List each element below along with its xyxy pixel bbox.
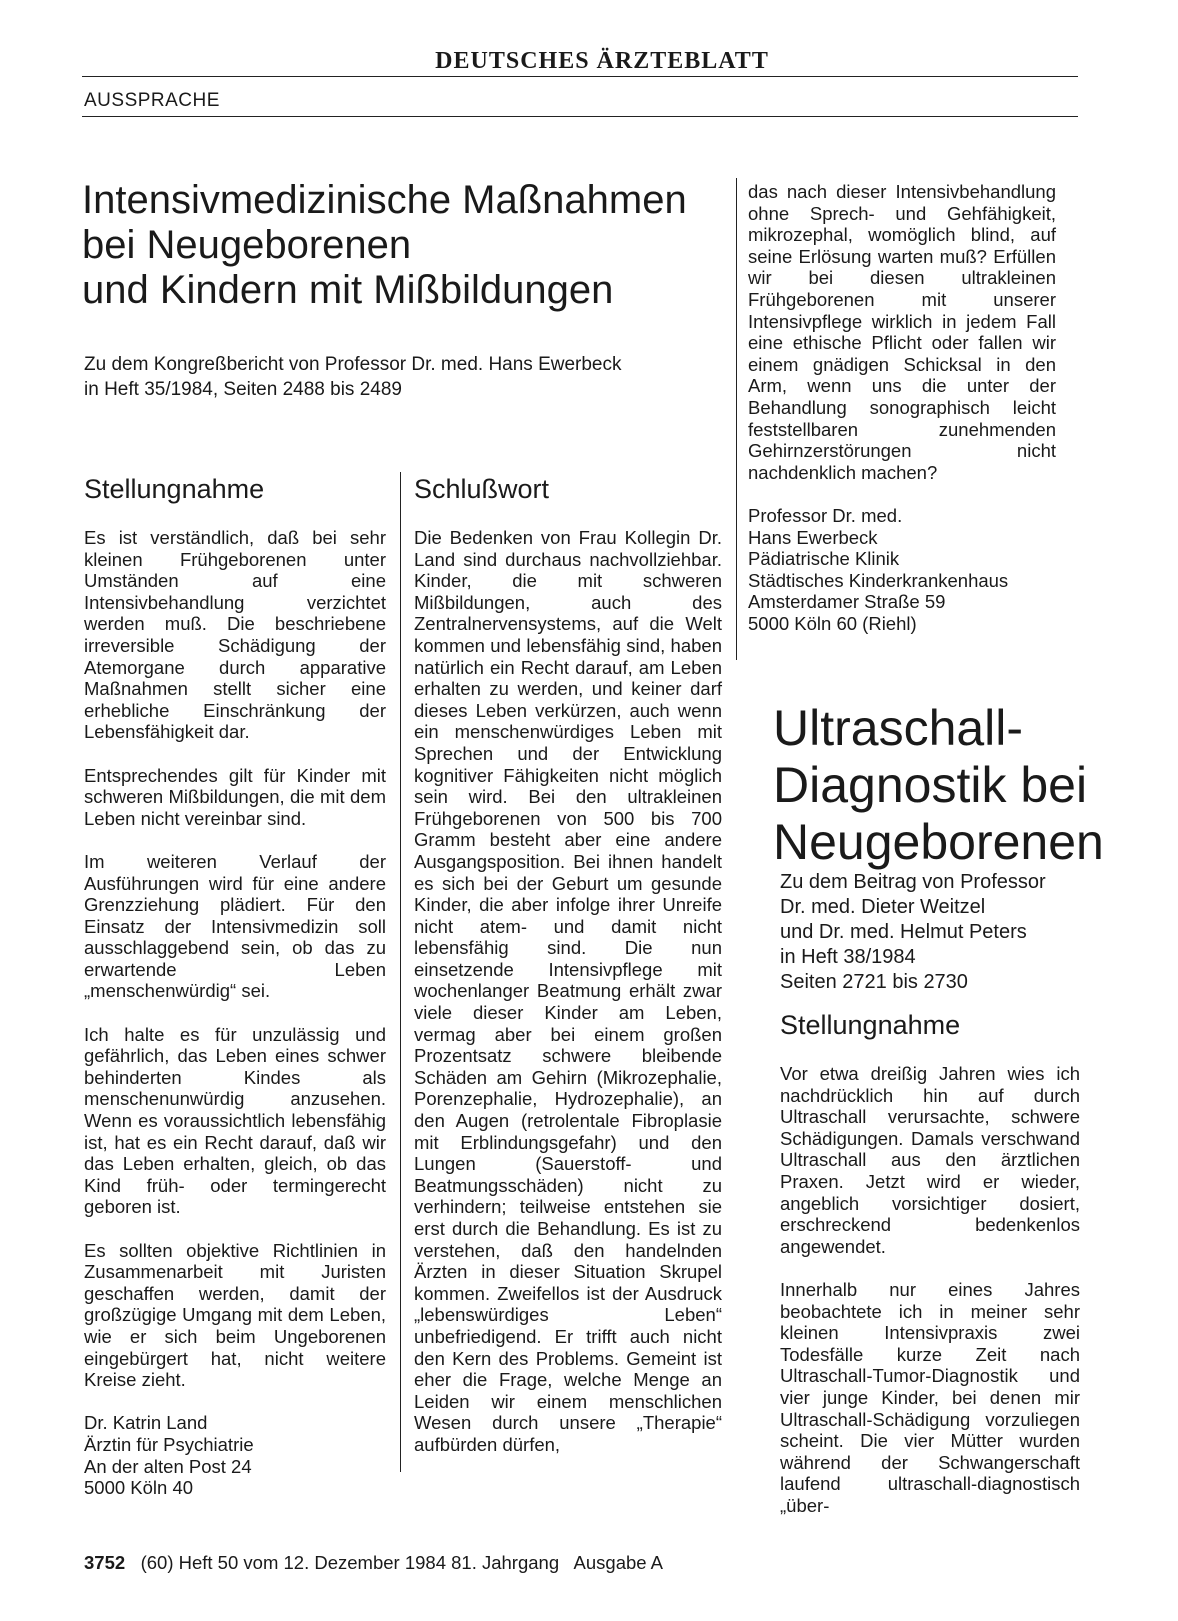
signature-line: Städtisches Kinderkrankenhaus <box>748 569 1009 591</box>
signature-line: Ärztin für Psychiatrie <box>84 1433 254 1455</box>
paragraph: Im weiteren Verlauf der Ausführungen wird für eine andere Grenzziehung plädiert. Für den Einsatz der Intensivmedizin soll ausschlaggebend sein, ob das zu erwartende Leben „menschenwürdig“ sei. <box>84 850 386 1002</box>
issue-info: (60) Heft 50 vom 12. Dezember 1984 81. Jahrgang <box>140 1552 560 1573</box>
article-subhead-line: in Heft 35/1984, Seiten 2488 bis 2489 <box>84 379 402 400</box>
signature-line: Professor Dr. med. <box>748 504 903 526</box>
paragraph: Die Bedenken von Frau Kollegin Dr. Land sind durchaus nachvollziehbar. Kinder, die mit schweren Mißbildungen, auch des Zentralnervensystems, auf die Welt kommen und lebensfähig sind, haben natürlich ein Recht darauf, am Leben erhalten zu werden, und keiner darf dieses Leben verkürzen, auch wenn ein menschenwürdiges Leben mit Sprechen und der Entwicklung kognitiver Fähigkeiten nicht möglich sein wird. Bei den ultrakleinen Frühgeborenen von 500 bis 700 Gramm besteht aber eine andere Ausgangsposition. Bei ihnen handelt es sich bei der Geburt um gesunde Kinder, die aber infolge ihrer Unreife nicht atem- und damit nicht lebensfähig sind. Die nun einsetzende Intensivpflege mit wochenlanger Beatmung erhält zwar viele dieser Kinder am Leben, vermag aber bei einem großen Prozentsatz schwere bleibende Schäden am Gehirn (Mikrozephalie, Porenzephalie, Hydrozephalie), an den Augen (retrolentale Fibroplasie mit Erblindungsgefahr) und den Lungen (Sauerstoff- und Beatmungsschäden) nicht zu verhindern; teilweise entstehen sie erst durch die Behandlung. Es ist zu verstehen, daß den handelnden Ärzten in dieser Situation Skrupel kommen. Zweifellos ist der Ausdruck „lebenswürdiges Leben“ unbefriedigend. Er trifft auch nicht den Kern des Problems. Gemeint ist eher die Frage, welche Menge an Leiden wir einem menschlichen Wesen durch unsere „Therapie“ aufbürden dürfen, <box>414 527 722 1455</box>
signature-line: 5000 Köln 60 (Riehl) <box>748 612 917 634</box>
article-title <box>82 178 752 313</box>
article-subhead-line: Seiten 2721 bis 2730 <box>780 971 968 993</box>
paragraph: das nach dieser Intensivbehandlung ohne Sprech- und Gehfähigkeit, mikrozephal, womöglich blind, auf seine Erlösung warten muß? Erfüllen wir bei diesen ultrakleinen Frühgeborenen mit unserer Intensivpflege wirklich in jedem Fall eine ethische Pflicht oder fallen wir einem gnädigen Schicksal in den Arm, wenn uns die unter der Behandlung sonographisch leicht feststellbaren zunehmenden Gehirnzerstörungen nicht nachdenklich machen? <box>748 181 1056 483</box>
article-subhead-line: Zu dem Kongreßbericht von Professor Dr. med. Hans Ewerbeck <box>84 354 622 375</box>
article-title-line: bei Neugeborenen <box>82 223 412 267</box>
page-number: 3752 <box>84 1552 126 1573</box>
column-divider <box>400 472 401 1472</box>
column-heading-schlusswort: Schlußwort <box>414 474 550 504</box>
masthead-rule <box>82 76 1078 77</box>
paragraph: Es sollten objektive Richtlinien in Zusammenarbeit mit Juristen geschaffen werden, damit der großzügige Umgang mit dem Leben, wie er sich beim Ungeborenen eingebürgert hat, nicht weitere Kreise zieht. <box>84 1239 386 1391</box>
article-title-line: Diagnostik bei <box>773 757 1088 813</box>
paragraph: Es ist verständlich, daß bei sehr kleinen Frühgeborenen unter Umständen auf eine Intensivbehandlung verzichtet werden muß. Die beschriebene irreversible Schädigung der Atemorgane durch apparative Maßnahmen stellt sicher eine erhebliche Einschränkung der Lebensfähigkeit dar. <box>84 527 386 743</box>
article-title-line: Neugeborenen <box>773 814 1104 870</box>
article-title-line: Intensivmedizinische Maßnahmen <box>82 178 687 222</box>
column-heading-stellungnahme: Stellungnahme <box>84 474 265 504</box>
paragraph: Innerhalb nur eines Jahres beobachtete ich in meiner sehr kleinen Intensivpraxis zwei Todesfälle kurze Zeit nach Ultraschall-Tumor-Diagnostik und vier junge Kinder, bei denen mir Ultraschall-Schädigung vorzuliegen scheint. Die vier Mütter wurden während der Schwangerschaft laufend ultraschall-diagnostisch „über- <box>780 1278 1080 1516</box>
section-label: AUSSPRACHE <box>84 90 220 111</box>
masthead: DEUTSCHES ÄRZTEBLATT <box>435 48 769 74</box>
author-signature <box>748 505 1056 635</box>
signature-line: Amsterdamer Straße 59 <box>748 591 946 613</box>
column-schlusswort <box>414 527 722 1456</box>
section-rule <box>82 116 1078 117</box>
article-title-line: Ultraschall- <box>773 700 1024 756</box>
column-ultraschall <box>780 1063 1080 1516</box>
paragraph: Entsprechendes gilt für Kinder mit schweren Mißbildungen, die mit dem Leben nicht vereinbar sind. <box>84 764 386 829</box>
article-subhead-ultraschall <box>780 870 1080 995</box>
column-stellungnahme <box>84 527 386 1499</box>
article-subhead-line: und Dr. med. Helmut Peters <box>780 921 1027 943</box>
signature-line: Hans Ewerbeck <box>748 526 878 548</box>
article-subhead-line: Zu dem Beitrag von Professor <box>780 871 1046 893</box>
column-divider <box>736 178 737 660</box>
column-heading-stellungnahme-2: Stellungnahme <box>780 1010 961 1040</box>
signature-line: 5000 Köln 40 <box>84 1477 194 1499</box>
page-footer <box>84 1552 663 1574</box>
author-signature <box>84 1412 386 1498</box>
signature-line: An der alten Post 24 <box>84 1455 252 1477</box>
article-title-line: und Kindern mit Mißbildungen <box>82 268 614 312</box>
column-continuation <box>748 181 1056 634</box>
article-title-ultraschall <box>773 700 1104 871</box>
edition-info: Ausgabe A <box>573 1552 664 1573</box>
article-subhead-line: in Heft 38/1984 <box>780 946 916 968</box>
paragraph: Ich halte es für unzulässig und gefährlich, das Leben eines schwer behinderten Kindes als menschenunwürdig anzusehen. Wenn es voraussichtlich lebensfähig ist, hat es ein Recht darauf, daß wir das Leben erhalten, gleich, ob das Kind früh- oder termingerecht geboren ist. <box>84 1023 386 1218</box>
article-subhead-line: Dr. med. Dieter Weitzel <box>780 896 986 918</box>
article-subhead <box>84 352 754 402</box>
paragraph: Vor etwa dreißig Jahren wies ich nachdrücklich hin auf durch Ultraschall verursachte, schwere Schädigungen. Damals verschwand Ultraschall aus den ärztlichen Praxen. Jetzt wird er wieder, angeblich vorsichtiger dosiert, erschreckend bedenkenlos angewendet. <box>780 1063 1080 1257</box>
signature-line: Dr. Katrin Land <box>84 1412 208 1434</box>
signature-line: Pädiatrische Klinik <box>748 548 900 570</box>
